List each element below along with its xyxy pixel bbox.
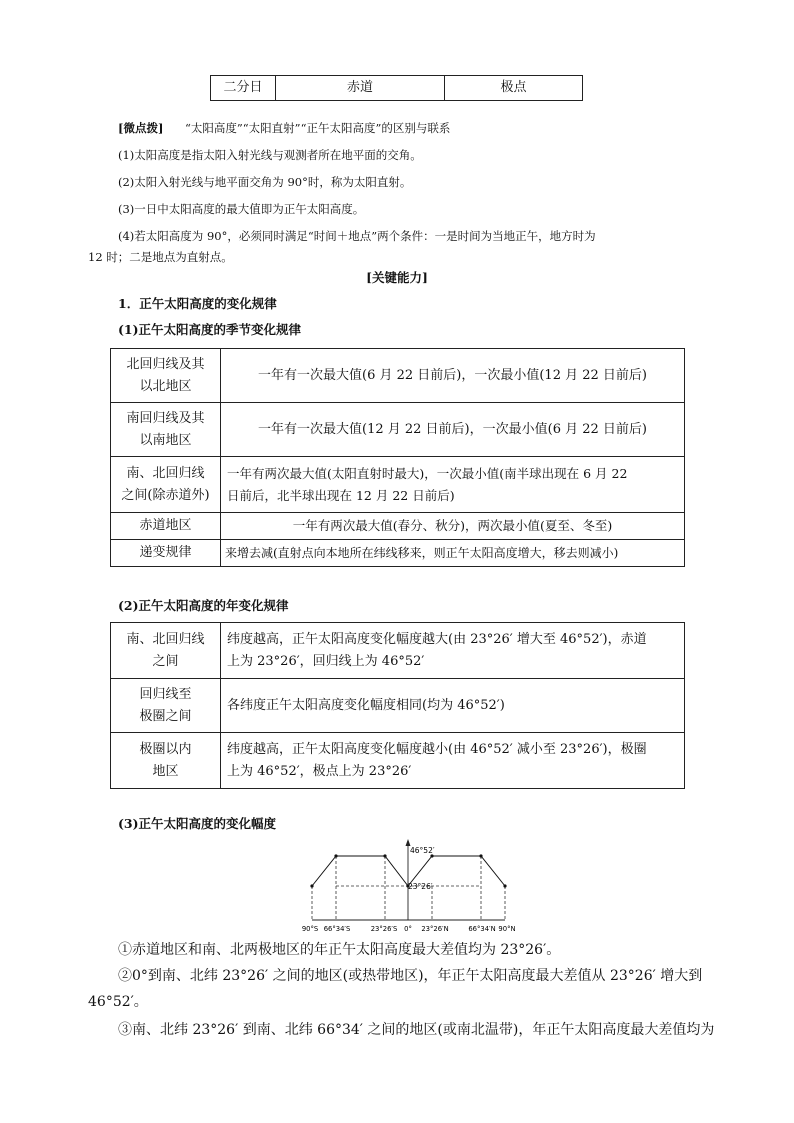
label-line: 回归线至 <box>139 686 192 702</box>
tip-label: [微点拨] <box>118 121 164 135</box>
row-label: 赤道地区 <box>111 513 221 540</box>
conclusion-line: ③南、北纬 23°26′ 到南、北纬 66°34′ 之间的地区(或南北温带)，年正午太阳高度最大差值均为 <box>118 1022 715 1038</box>
table-row <box>111 679 685 733</box>
row-content <box>221 623 685 679</box>
table-row <box>111 540 685 567</box>
table-cell: 赤道 <box>276 76 445 101</box>
x-label: 0° <box>404 925 412 933</box>
label-line: 以北地区 <box>139 378 192 394</box>
conclusion-line: ①赤道地区和南、北两极地区的年正午太阳高度最大差值均为 23°26′。 <box>118 942 561 958</box>
label-line: 极圈以内 <box>139 741 192 757</box>
content-line: 上为 46°52′，极点上为 23°26′ <box>227 763 412 779</box>
tip-item: (1)太阳高度是指太阳入射光线与观测者所在地平面的交角。 <box>118 148 422 162</box>
row-label <box>111 349 221 403</box>
row-content: 一年有两次最大值(春分、秋分)，两次最小值(夏至、冬至) <box>221 513 685 540</box>
x-label: 66°34′S <box>323 925 351 933</box>
row-content <box>221 733 685 789</box>
y-label-high: 46°52′ <box>410 846 435 855</box>
tip-item: 12 时；二是地点为直射点。 <box>88 250 233 264</box>
heading-1: 1．正午太阳高度的变化规律 <box>118 296 277 311</box>
row-label <box>111 403 221 457</box>
section-title: [关键能力] <box>366 270 428 285</box>
row-content: 来增去减(直射点向本地所在纬线移来，则正午太阳高度增大，移去则减小) <box>221 540 685 567</box>
x-label: 23°26′N <box>421 925 449 933</box>
tip-heading <box>118 118 450 138</box>
label-line: 地区 <box>152 763 179 779</box>
label-line: 之间 <box>152 653 179 669</box>
y-axis-arrow <box>406 839 411 846</box>
x-label: 90°N <box>498 925 516 933</box>
label-line: 之间(除赤道外) <box>121 487 210 503</box>
label-line: 以南地区 <box>139 432 192 448</box>
label-line: 极圈之间 <box>139 708 192 724</box>
tip-item: (4)若太阳高度为 90°，必须同时满足“时间＋地点”两个条件：一是时间为当地正午，地方时为 <box>118 229 596 243</box>
row-label <box>111 623 221 679</box>
table-row <box>111 513 685 540</box>
row-content: 一年有一次最大值(12 月 22 日前后)，一次最小值(6 月 22 日前后) <box>221 403 685 457</box>
subheading-3: (3)正午太阳高度的变化幅度 <box>118 816 277 831</box>
row-content: 一年有一次最大值(6 月 22 日前后)，一次最小值(12 月 22 日前后) <box>221 349 685 403</box>
row-label <box>111 733 221 789</box>
annual-table <box>110 622 685 789</box>
content-line: 上为 23°26′，回归线上为 46°52′ <box>227 653 425 669</box>
content-line: 日前后，北半球出现在 12 月 22 日前后) <box>227 487 455 503</box>
x-labels <box>302 925 516 933</box>
amplitude-diagram <box>290 838 530 938</box>
row-label <box>111 457 221 513</box>
x-label: 66°34′N <box>468 925 496 933</box>
table-cell: 二分日 <box>211 76 276 101</box>
table-row <box>111 403 685 457</box>
tip-title: “太阳高度”“太阳直射”“正午太阳高度”的区别与联系 <box>185 121 451 135</box>
table-cell: 极点 <box>445 76 583 101</box>
row-label <box>111 679 221 733</box>
subheading-2: (2)正午太阳高度的年变化规律 <box>118 598 289 613</box>
subheading-1: (1)正午太阳高度的季节变化规律 <box>118 322 302 337</box>
conclusion-line: ②0°到南、北纬 23°26′ 之间的地区(或热带地区)，年正午太阳高度最大差值从 23°26′ 增大到 <box>118 968 703 984</box>
row-label: 递变规律 <box>111 540 221 567</box>
table-row <box>111 457 685 513</box>
tip-item: (2)太阳入射光线与地平面交角为 90°时，称为太阳直射。 <box>118 175 412 189</box>
seasonal-table <box>110 348 685 567</box>
table-row <box>111 623 685 679</box>
x-label: 90°S <box>301 925 319 933</box>
content-line: 一年有两次最大值(太阳直射时最大)，一次最小值(南半球出现在 6 月 22 <box>227 465 628 481</box>
table-row <box>111 349 685 403</box>
content-line: 纬度越高，正午太阳高度变化幅度越大(由 23°26′ 增大至 46°52′)，赤道 <box>227 631 647 647</box>
table-row <box>111 733 685 789</box>
label-line: 南、北回归线 <box>126 631 205 647</box>
row-content <box>221 457 685 513</box>
y-label-low: 23°26′ <box>408 882 433 891</box>
row-content: 各纬度正午太阳高度变化幅度相同(均为 46°52′) <box>221 679 685 733</box>
x-label: 23°26′S <box>370 925 398 933</box>
tip-item: (3)一日中太阳高度的最大值即为正午太阳高度。 <box>118 202 365 216</box>
content-line: 纬度越高，正午太阳高度变化幅度越小(由 46°52′ 减小至 23°26′)，极圈 <box>227 741 647 757</box>
label-line: 南、北回归线 <box>126 465 205 481</box>
table-row <box>211 76 583 101</box>
label-line: 北回归线及其 <box>126 356 205 372</box>
conclusion-line: 46°52′。 <box>88 994 148 1010</box>
label-line: 南回归线及其 <box>126 410 205 426</box>
top-table <box>210 75 583 101</box>
